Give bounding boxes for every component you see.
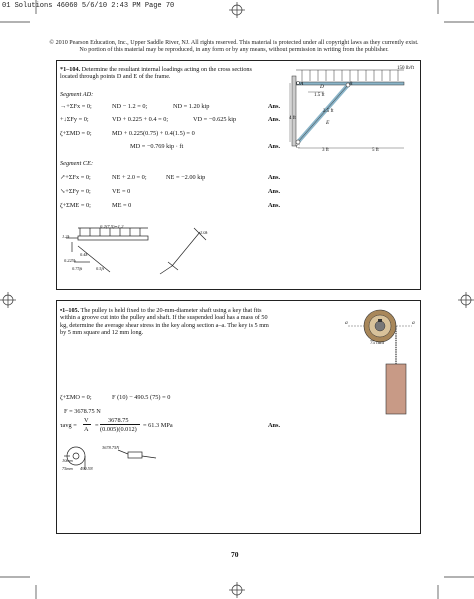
fbd-sketch-105 [60, 440, 180, 474]
fraction-bar-values [100, 424, 140, 425]
frame-label-a: A [300, 81, 304, 87]
frame-dim-1-5: 1.5 ft [314, 93, 325, 98]
eq-ad-2-ans: Ans. [268, 116, 281, 123]
frame-label-e: E [326, 120, 330, 126]
eq-ad-1-result: ND = 1.20 kip [173, 103, 210, 110]
pulley-label-a-right: a [412, 320, 415, 326]
eq-105-tau-lhs: τavg = [60, 422, 77, 429]
eq-ce-1-rhs: NE + 2.0 = 0; [112, 174, 147, 181]
sketch-104-04k: 0.4k [80, 252, 88, 257]
frame-label-b: B [349, 81, 353, 87]
problem-104-statement [60, 66, 270, 81]
eq-105-tau-a: A [84, 426, 89, 433]
sketch-105-490: 490.5N [80, 466, 93, 471]
eq-ce-3-rhs: ME = 0 [112, 202, 132, 209]
eq-ad-1-ans: Ans. [268, 103, 281, 110]
eq-105-moment-lhs: ζ+ΣMO = 0; [60, 394, 92, 401]
frame-load-label: 150 lb/ft [397, 66, 415, 71]
print-slug: 01 Solutions 46060 5/6/10 2:43 PM Page 70 [2, 2, 175, 10]
eq-ad-1-lhs: →+ΣFx = 0; [60, 103, 92, 110]
eq-ad-2-result: VD = −0.625 kip [193, 116, 237, 123]
segment-ad-heading: Segment AD: [60, 91, 94, 98]
frame-label-d: D [320, 84, 324, 90]
sketch-105-75mm: 75mm [62, 466, 73, 471]
copyright-notice: © 2010 Pearson Education, Inc., Upper Saddle River, NJ. All rights reserved. This material is protected under all copyright laws as they currently exist. No portion of this material may be reproduced, in any form or by any means, without permission in writing from the publisher. [49, 40, 419, 54]
problem-105-text: The pulley is held fixed to the 20-mm-diameter shaft using a key that fits within a groove cut into the pulley and shaft. If the suspended load has a mass of 50 kg, determine the average shear stress in the key along section a–a. The key is 5 mm by 5 mm square and 12 mm long. [60, 307, 269, 337]
pulley-figure [342, 304, 418, 416]
problem-104-number: *1–104. [60, 66, 81, 73]
sketch-105-10mm: 10mm [62, 458, 73, 463]
eq-105-tau-num: 3678.75 [108, 417, 129, 424]
eq-ce-1-ans: Ans. [268, 174, 281, 181]
sketch-104-12k: 1.2k [62, 234, 70, 239]
sketch-104-075ft: 0.75ft [72, 266, 83, 271]
eq-ce-3-ans: Ans. [268, 202, 281, 209]
eq-ce-3-lhs: ζ+ΣME = 0; [60, 202, 91, 209]
eq-ce-2-lhs: ↘+ΣFy = 0; [60, 188, 91, 195]
eq-ad-3-rhs: MD + 0.225(0.75) + 0.4(1.5) = 0 [112, 130, 195, 137]
frame-dim-5: 5 ft [372, 148, 379, 153]
eq-105-ans: Ans. [268, 422, 281, 429]
sketch-104-load: 0.2(7.5)=1.2 [100, 224, 124, 229]
eq-105-tau-result: = 61.3 MPa [143, 422, 173, 429]
pulley-label-a-left: a [345, 320, 348, 326]
pulley-dim-75: 75 mm [370, 341, 385, 346]
eq-ad-3-lhs: ζ+ΣMD = 0; [60, 130, 92, 137]
sketch-104-0225k: 0.225k [64, 258, 76, 263]
frame-dim-2-5: 2.5 ft [323, 109, 334, 114]
sketch-105-3678: 3678.75N [102, 445, 120, 450]
eq-105-tau-den: (0.005)(0.012) [100, 426, 137, 433]
eq-ad-4-rhs: MD = −0.769 kip · ft [130, 143, 184, 150]
sketch-104-05ft: 0.5ft [96, 266, 104, 271]
frame-dim-3: 3 ft [322, 148, 329, 153]
eq-ad-4-ans: Ans. [268, 143, 281, 150]
problem-104-text: Determine the resultant internal loadings acting on the cross sections located through points D and E of the frame. [60, 66, 252, 81]
frame-figure [288, 64, 416, 154]
problem-105-number: •1–105. [60, 307, 80, 314]
eq-ce-1-lhs: ↗+ΣFx = 0; [60, 174, 91, 181]
fraction-bar-va [83, 424, 91, 425]
frame-dim-4: 4 ft [289, 116, 296, 121]
sketch-104-20k: 2.0k [200, 230, 208, 235]
problem-105-statement [60, 307, 270, 337]
eq-105-moment-rhs: F (10) − 490.5 (75) = 0 [112, 394, 171, 401]
segment-ce-heading: Segment CE: [60, 160, 94, 167]
eq-ce-2-rhs: VE = 0 [112, 188, 131, 195]
eq-ad-1-rhs: ND − 1.2 = 0; [112, 103, 148, 110]
eq-ce-1-result: NE = −2.00 kip [166, 174, 206, 181]
eq-ce-2-ans: Ans. [268, 188, 281, 195]
eq-105-tau-v: V [84, 417, 89, 424]
eq-105-force: F = 3678.75 N [64, 408, 101, 415]
eq-ad-2-rhs: VD + 0.225 + 0.4 = 0; [112, 116, 169, 123]
frame-label-c: C [296, 144, 300, 150]
eq-ad-2-lhs: +↓ΣFy = 0; [60, 116, 89, 123]
page-number: 70 [231, 550, 239, 559]
